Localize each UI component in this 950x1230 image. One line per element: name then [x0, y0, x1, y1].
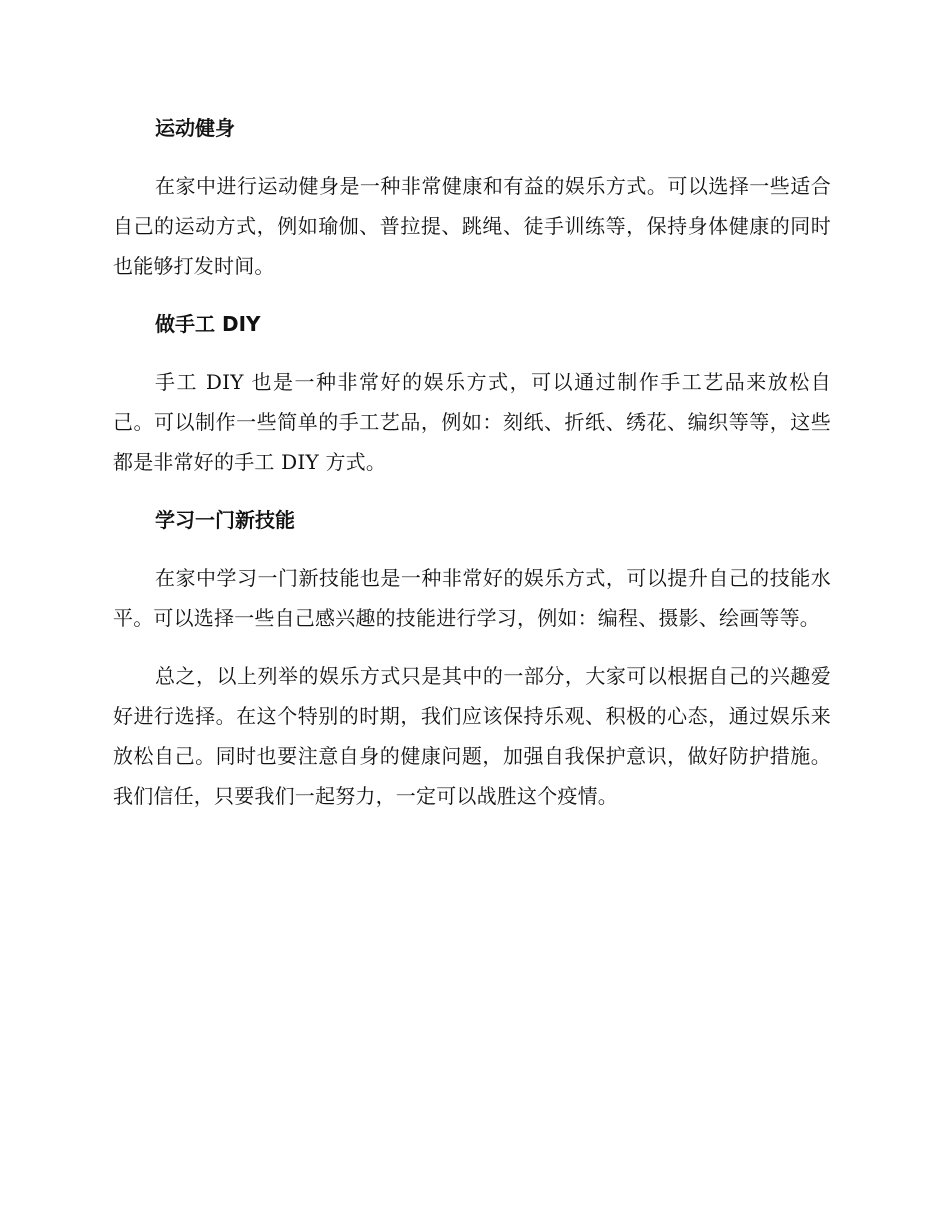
section-body-diy: 手工 DIY 也是一种非常好的娱乐方式，可以通过制作手工艺品来放松自己。可以制作一些简单的手工艺品，例如：刻纸、折纸、绣花、编织等等，这些都是非常好的手工 DIY 方式。 — [113, 370, 831, 474]
section-body-new-skill: 在家中学习一门新技能也是一种非常好的娱乐方式，可以提升自己的技能水平。可以选择一些自己感兴趣的技能进行学习，例如：编程、摄影、绘画等等。 — [113, 566, 831, 630]
document-page — [113, 108, 831, 816]
section-heading-fitness: 运动健身 — [155, 116, 235, 140]
section-body-fitness: 在家中进行运动健身是一种非常健康和有益的娱乐方式。可以选择一些适合自己的运动方式，例如瑜伽、普拉提、跳绳、徒手训练等，保持身体健康的同时也能够打发时间。 — [113, 174, 831, 278]
section-heading-new-skill: 学习一门新技能 — [155, 508, 295, 532]
conclusion-paragraph: 总之，以上列举的娱乐方式只是其中的一部分，大家可以根据自己的兴趣爱好进行选择。在这个特别的时期，我们应该保持乐观、积极的心态，通过娱乐来放松自己。同时也要注意自身的健康问题，加强自我保护意识，做好防护措施。我们信任，只要我们一起努力，一定可以战胜这个疫情。 — [113, 664, 831, 808]
section-heading-diy: 做手工 DIY — [155, 312, 261, 336]
